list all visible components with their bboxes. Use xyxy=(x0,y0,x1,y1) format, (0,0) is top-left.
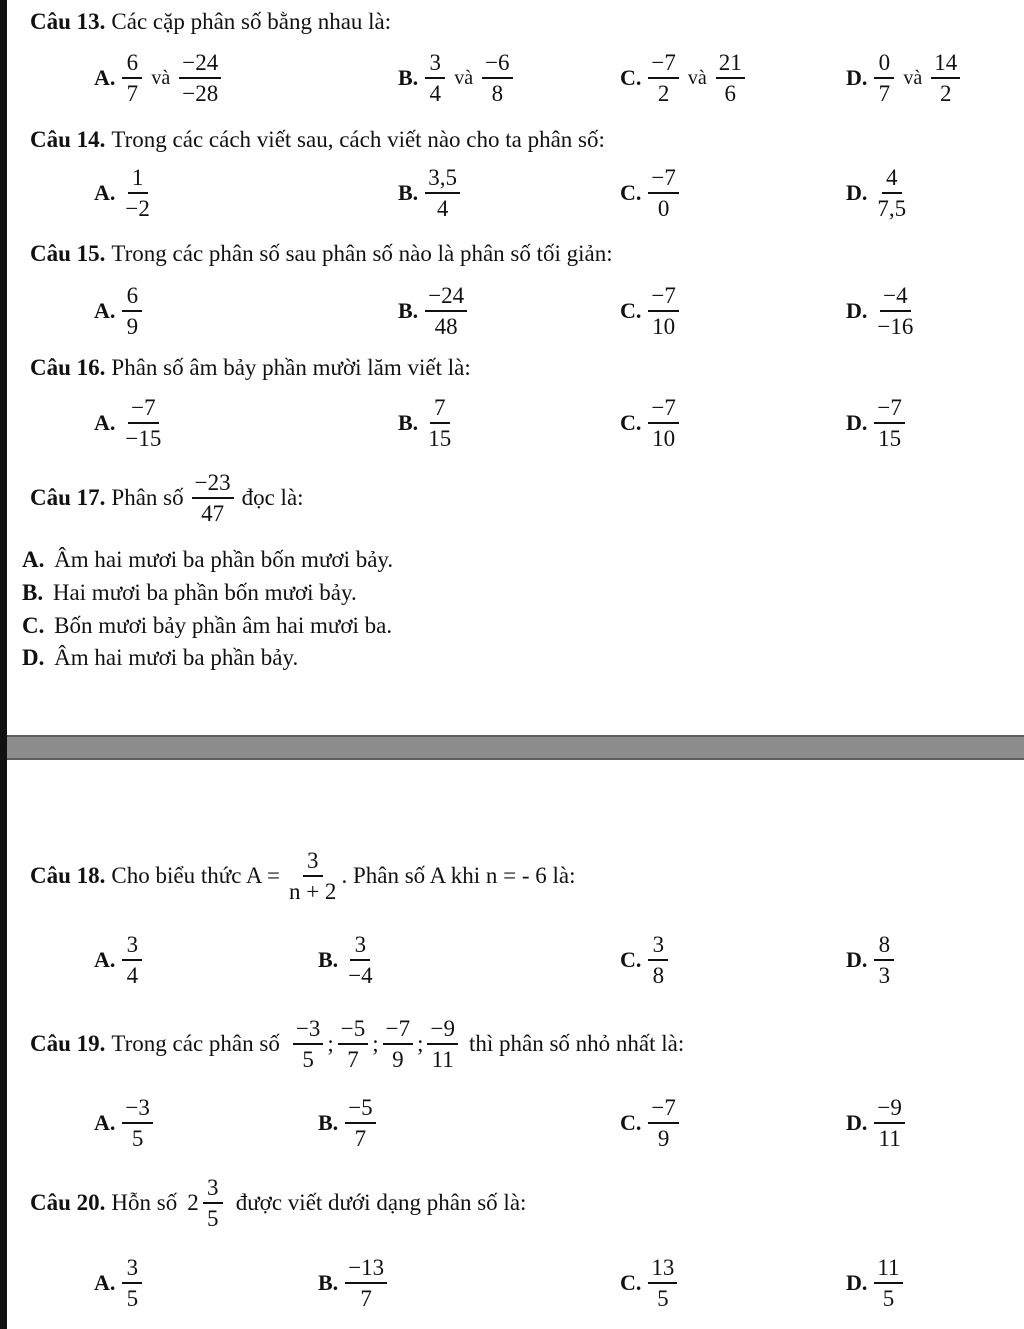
conjunction: và xyxy=(151,66,171,89)
question-13 xyxy=(30,8,391,36)
option-letter: B. xyxy=(22,580,44,605)
option-letter: A. xyxy=(94,1110,116,1135)
option-letter: C. xyxy=(620,1110,642,1135)
fraction: $\frac{1}{-2}$ xyxy=(125,165,150,221)
option-letter: D. xyxy=(846,65,868,90)
fraction: $\frac{-4}{-16}$ xyxy=(877,283,914,339)
fraction: $\frac{-9}{11}$ xyxy=(427,1016,457,1072)
q17-option-c[interactable] xyxy=(22,613,392,639)
fraction: $\frac{-7}{15}$ xyxy=(874,395,904,451)
option-letter: D. xyxy=(846,1270,868,1295)
q19-option-a[interactable] xyxy=(94,1095,156,1151)
q13-option-d[interactable] xyxy=(846,50,963,106)
fraction: $\frac{3}{5}$ xyxy=(203,1175,223,1231)
conjunction: và xyxy=(687,66,707,89)
question-label: Câu 15. xyxy=(30,241,106,266)
question-text-before: Trong các phân số xyxy=(111,1031,280,1056)
separator: ; xyxy=(327,1031,334,1056)
question-text-after: đọc là: xyxy=(241,485,304,510)
question-18 xyxy=(30,848,575,904)
option-text: Bốn mươi bảy phần âm hai mươi ba. xyxy=(54,613,393,638)
fraction: $\frac{-9}{11}$ xyxy=(874,1095,904,1151)
question-label: Câu 19. xyxy=(30,1031,106,1056)
option-letter: A. xyxy=(94,180,116,205)
q15-option-d[interactable] xyxy=(846,283,919,339)
question-20 xyxy=(30,1175,526,1231)
fraction: $\frac{-24}{-28}$ xyxy=(179,50,221,106)
fraction: $\frac{-3}{5}$ xyxy=(122,1095,152,1151)
option-text: Âm hai mươi ba phần bốn mươi bảy. xyxy=(54,547,394,572)
fraction: $\frac{3}{4}$ xyxy=(122,932,142,988)
question-label: Câu 17. xyxy=(30,485,106,510)
question-text-before: Hỗn số xyxy=(111,1190,178,1215)
q17-option-a[interactable] xyxy=(22,547,393,573)
q19-option-d[interactable] xyxy=(846,1095,908,1151)
fraction: $\frac{-23}{47}$ xyxy=(192,470,234,526)
question-17 xyxy=(30,470,304,526)
question-label: Câu 14. xyxy=(30,127,106,152)
fraction: $\frac{3}{8}$ xyxy=(648,932,668,988)
fraction: $\frac{3}{5}$ xyxy=(122,1255,142,1311)
q18-option-a[interactable] xyxy=(94,932,145,988)
option-text: Âm hai mươi ba phần bảy. xyxy=(54,645,299,670)
fraction: $\frac{3,5}{4}$ xyxy=(425,165,460,221)
q20-option-b[interactable] xyxy=(318,1255,390,1311)
question-text-after: . Phân số A khi n = - 6 là: xyxy=(341,863,576,888)
q19-option-b[interactable] xyxy=(318,1095,379,1151)
option-text: Hai mươi ba phần bốn mươi bảy. xyxy=(52,580,357,605)
conjunction: và xyxy=(903,66,923,89)
option-letter: C. xyxy=(620,410,642,435)
q20-option-a[interactable] xyxy=(94,1255,145,1311)
fraction: $\frac{-7}{10}$ xyxy=(648,395,678,451)
q15-option-a[interactable] xyxy=(94,283,145,339)
option-letter: A. xyxy=(94,947,116,972)
question-text: Các cặp phân số bằng nhau là: xyxy=(111,9,392,34)
fraction: $\frac{-7}{10}$ xyxy=(648,283,678,339)
q18-option-d[interactable] xyxy=(846,932,897,988)
fraction: $\frac{21}{6}$ xyxy=(716,50,745,106)
question-16 xyxy=(30,354,471,382)
question-15 xyxy=(30,240,613,268)
q16-option-b[interactable] xyxy=(398,395,457,451)
question-label: Câu 16. xyxy=(30,355,106,380)
option-letter: C. xyxy=(620,298,642,323)
q18-option-b[interactable] xyxy=(318,932,379,988)
question-14 xyxy=(30,126,605,154)
fraction: $\frac{4}{7,5}$ xyxy=(877,165,907,221)
q13-option-c[interactable] xyxy=(620,50,748,106)
fraction: $\frac{-5}{7}$ xyxy=(338,1016,368,1072)
option-letter: A. xyxy=(94,65,116,90)
fraction: $\frac{-7}{-15}$ xyxy=(125,395,162,451)
q18-option-c[interactable] xyxy=(620,932,671,988)
option-letter: D. xyxy=(22,645,45,670)
option-letter: D. xyxy=(846,180,868,205)
q16-option-a[interactable] xyxy=(94,395,167,451)
q13-option-b[interactable] xyxy=(398,50,516,106)
q15-option-b[interactable] xyxy=(398,283,470,339)
question-label: Câu 20. xyxy=(30,1190,106,1215)
q14-option-a[interactable] xyxy=(94,165,156,221)
q19-option-c[interactable] xyxy=(620,1095,682,1151)
question-text-before: Cho biểu thức A = xyxy=(111,863,280,888)
option-letter: D. xyxy=(846,1110,868,1135)
option-letter: D. xyxy=(846,947,868,972)
fraction: $\frac{0}{7}$ xyxy=(874,50,894,106)
q16-option-c[interactable] xyxy=(620,395,682,451)
separator: ; xyxy=(417,1031,424,1056)
q14-option-b[interactable] xyxy=(398,165,463,221)
option-letter: C. xyxy=(22,613,45,638)
option-letter: A. xyxy=(22,547,45,572)
option-letter: B. xyxy=(318,1270,339,1295)
question-label: Câu 18. xyxy=(30,863,106,888)
q14-option-c[interactable] xyxy=(620,165,682,221)
fraction: $\frac{-3}{5}$ xyxy=(293,1016,323,1072)
option-letter: B. xyxy=(398,65,419,90)
left-border xyxy=(0,0,7,1329)
fraction: $\frac{11}{5}$ xyxy=(874,1255,902,1311)
page-separator xyxy=(7,735,1024,760)
separator: ; xyxy=(372,1031,379,1056)
question-text: Phân số âm bảy phần mười lăm viết là: xyxy=(111,355,471,380)
q13-option-a[interactable] xyxy=(94,50,224,106)
fraction: $\frac{-6}{8}$ xyxy=(482,50,512,106)
fraction: $\frac{6}{9}$ xyxy=(122,283,142,339)
fraction: $\frac{14}{2}$ xyxy=(931,50,960,106)
option-letter: D. xyxy=(846,298,868,323)
conjunction: và xyxy=(454,66,474,89)
fraction: $\frac{3}{n + 2}$ xyxy=(288,848,337,904)
question-19 xyxy=(30,1016,684,1072)
q14-option-d[interactable] xyxy=(846,165,912,221)
fraction: $\frac{-24}{48}$ xyxy=(425,283,467,339)
option-letter: B. xyxy=(398,180,419,205)
option-letter: C. xyxy=(620,180,642,205)
q17-option-d[interactable] xyxy=(22,645,298,671)
question-text-after: được viết dưới dạng phân số là: xyxy=(235,1190,527,1215)
fraction: $\frac{-7}{9}$ xyxy=(648,1095,678,1151)
q20-option-c[interactable] xyxy=(620,1255,680,1311)
option-letter: B. xyxy=(398,410,419,435)
fraction: $\frac{-7}{9}$ xyxy=(383,1016,413,1072)
fraction: $\frac{3}{-4}$ xyxy=(348,932,373,988)
option-letter: A. xyxy=(94,1270,116,1295)
fraction: $\frac{13}{5}$ xyxy=(648,1255,677,1311)
q16-option-d[interactable] xyxy=(846,395,908,451)
question-text-after: thì phân số nhỏ nhất là: xyxy=(468,1031,685,1056)
q15-option-c[interactable] xyxy=(620,283,682,339)
q20-option-d[interactable] xyxy=(846,1255,906,1311)
option-letter: B. xyxy=(318,1110,339,1135)
fraction: $\frac{7}{15}$ xyxy=(428,395,452,451)
option-letter: C. xyxy=(620,65,642,90)
q17-option-b[interactable] xyxy=(22,580,357,606)
option-letter: D. xyxy=(846,410,868,435)
option-letter: B. xyxy=(398,298,419,323)
question-text: Trong các phân số sau phân số nào là phân số tối giản: xyxy=(111,241,613,266)
question-text: Trong các cách viết sau, cách viết nào cho ta phân số: xyxy=(111,127,605,152)
fraction: $\frac{3}{4}$ xyxy=(425,50,445,106)
fraction: $\frac{-7}{0}$ xyxy=(648,165,678,221)
option-letter: A. xyxy=(94,298,116,323)
fraction: $\frac{8}{3}$ xyxy=(874,932,894,988)
fraction: $\frac{-13}{7}$ xyxy=(345,1255,387,1311)
option-letter: C. xyxy=(620,947,642,972)
question-label: Câu 13. xyxy=(30,9,106,34)
fraction: $\frac{-5}{7}$ xyxy=(345,1095,375,1151)
fraction: $\frac{6}{7}$ xyxy=(122,50,142,106)
option-letter: B. xyxy=(318,947,339,972)
question-text-before: Phân số xyxy=(111,485,184,510)
fraction: $\frac{-7}{2}$ xyxy=(648,50,678,106)
option-letter: C. xyxy=(620,1270,642,1295)
option-letter: A. xyxy=(94,410,116,435)
mixed-number: 2 $\frac{3}{5}$ xyxy=(187,1175,226,1231)
